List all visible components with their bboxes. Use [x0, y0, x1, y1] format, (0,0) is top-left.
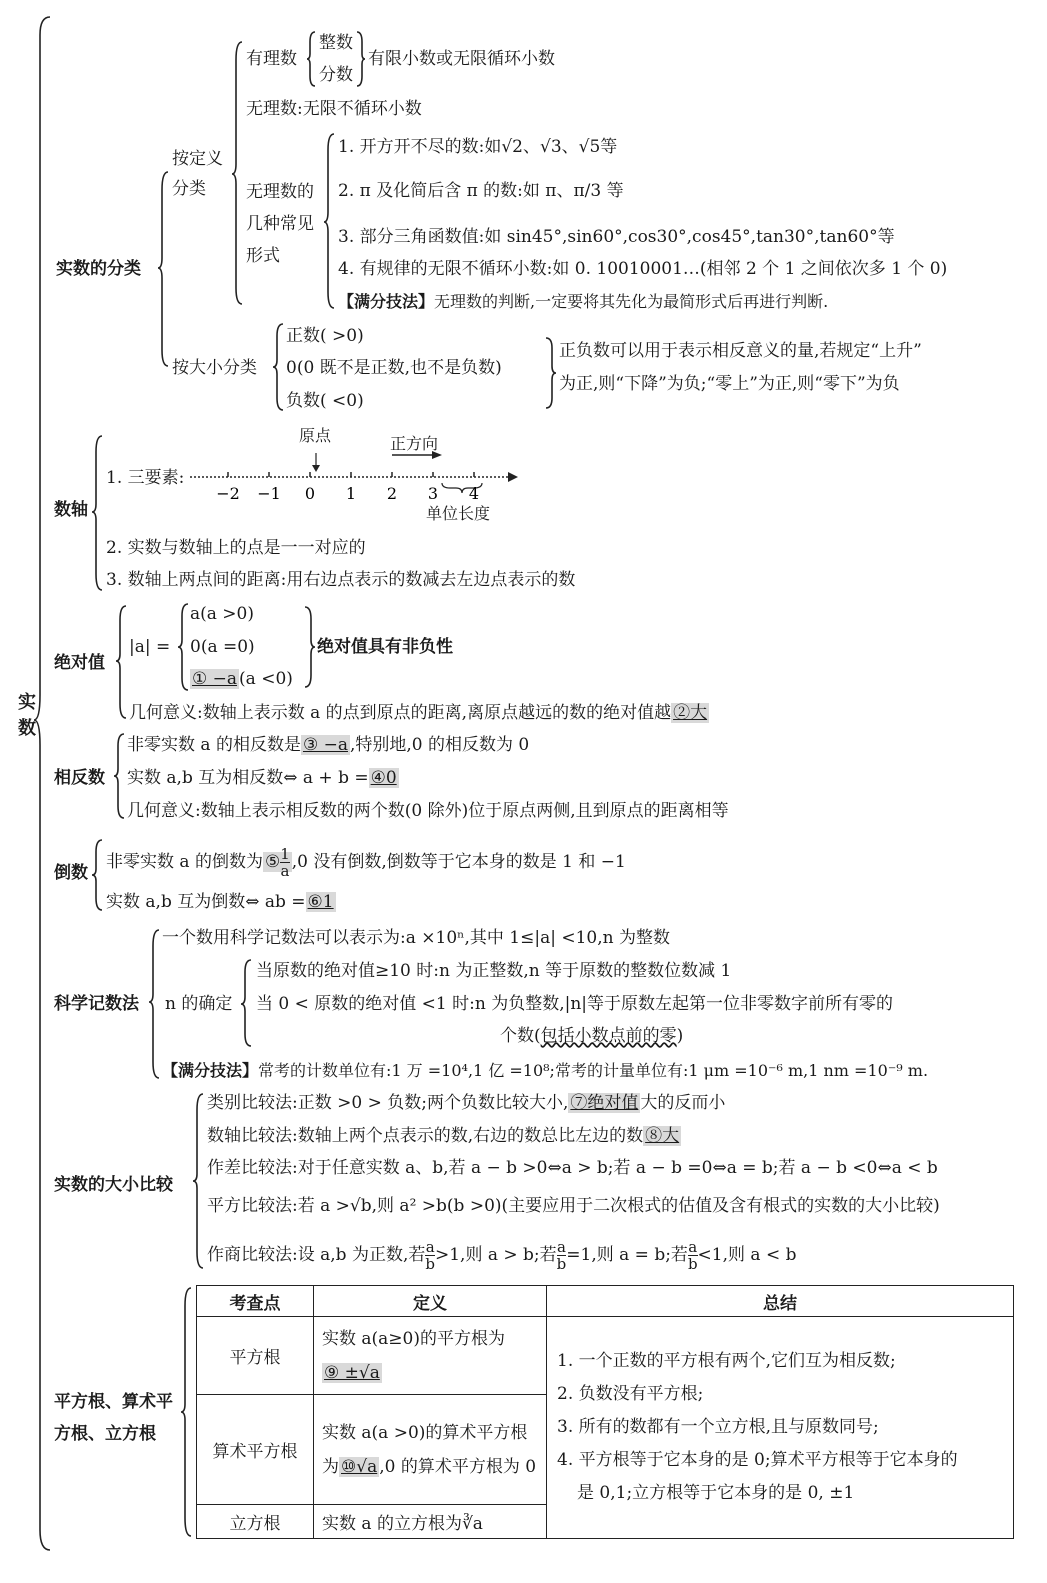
s7-m1	[207, 1092, 725, 1114]
s1-tip-text: 无理数的判断,一定要将其先化为最简形式后再进行判断.	[434, 292, 829, 311]
s5-line1-pre: 非零实数 a 的倒数为	[106, 852, 263, 872]
s7-frac-1-den: b	[425, 1255, 435, 1273]
s4-line2	[127, 767, 399, 789]
table-header-point: 考查点	[197, 1286, 314, 1317]
s7-blank-8: ⑧大	[645, 1126, 680, 1146]
table-cell-def	[314, 1395, 547, 1505]
table-header-def: 定义	[314, 1286, 547, 1317]
s1-size-brace	[273, 322, 285, 412]
s5-blank-5	[263, 845, 292, 880]
number-line-tick-label: −1	[257, 484, 281, 503]
s2-unit-label: 单位长度	[426, 504, 491, 523]
s7-frac-3-num: a	[688, 1238, 698, 1256]
s7-m1-post: 大的反而小	[640, 1093, 726, 1113]
def-text: 实数 a(a≥0)的平方根为	[322, 1328, 505, 1349]
number-line-tick-label: 1	[345, 484, 357, 503]
number-line-tick-label: −2	[216, 484, 240, 503]
s4-line3: 几何意义:数轴上表示相反数的两个数(0 除外)位于原点两侧,且到原点的距离相等	[127, 801, 729, 821]
s7-frac-2-den: b	[556, 1255, 567, 1273]
def-text: 实数 a(a >0)的算术平方根为	[322, 1422, 528, 1477]
s3-case3	[190, 668, 293, 690]
s1-rational-desc: 有限小数或无限循环小数	[368, 49, 555, 69]
s3-case-brace	[178, 602, 190, 692]
s3-case1: a(a >0)	[190, 604, 254, 624]
s6-n-label: n 的确定	[165, 994, 233, 1014]
s7-m3: 作差比较法:对于任意实数 a、b,若 a − b >0⇔a > b;若 a − b =0⇔a = b;若 a − b <0⇔a < b	[207, 1158, 938, 1178]
s3-blank-2: ②大	[673, 703, 708, 723]
s1-def-brace	[232, 40, 244, 308]
s8-title: 平方根、算术平方根、立方根	[54, 1392, 173, 1444]
s7-m5	[207, 1239, 796, 1272]
number-line-tick-label: 3	[427, 484, 439, 503]
number-line-tick-label: 2	[386, 484, 398, 503]
table-cell-summary	[547, 1317, 1014, 1539]
summary-item-3: 3. 所有的数都有一个立方根,且与原数同号;	[557, 1417, 879, 1437]
s3-brace	[116, 604, 128, 720]
s1-integer: 整数	[319, 33, 353, 53]
s3-geo	[129, 702, 709, 724]
s1-form-2: 2. π 及化简后含 π 的数:如 π、π/3 等	[338, 181, 624, 201]
table-cell-point: 算术平方根	[197, 1395, 314, 1505]
root-brace	[34, 15, 54, 1555]
s3-lhs: |a| =	[129, 637, 171, 657]
s6-tip-tag: 【满分技法】	[162, 1061, 259, 1080]
s1-positive: 正数( >0)	[286, 326, 364, 346]
s7-m5-a: >1,则 a > b;若	[434, 1245, 557, 1265]
s5-line1	[106, 846, 626, 879]
s7-frac-3-den: b	[687, 1255, 698, 1273]
s1-size-note-1: 正负数可以用于表示相反意义的量,若规定“上升”	[559, 341, 922, 361]
s7-m5-pre: 作商比较法:设 a,b 为正数,若	[207, 1245, 426, 1265]
s7-m5-c: <1,则 a < b	[697, 1245, 797, 1265]
s5-frac-num: 1	[280, 845, 290, 863]
s3-case2: 0(a =0)	[190, 637, 255, 657]
def-text-post: ,0 的算术平方根为 0	[379, 1456, 537, 1477]
s7-m5-b: =1,则 a = b;若	[566, 1245, 688, 1265]
s8-brace	[181, 1286, 193, 1538]
s4-blank-4: ④0	[370, 768, 397, 788]
table-header-summary: 总结	[547, 1286, 1014, 1317]
s6-n2b	[500, 1025, 683, 1047]
s7-blank-7: ⑦绝对值	[570, 1093, 639, 1113]
s5-blank-num: ⑤	[264, 852, 281, 872]
s7-frac-2-num: a	[556, 1238, 566, 1256]
summary-item-4b: 是 0,1;立方根等于它本身的是 0, ±1	[577, 1483, 855, 1503]
s1-size-close	[545, 336, 557, 410]
table-cell-point: 平方根	[197, 1317, 314, 1395]
s7-title: 实数的大小比较	[54, 1175, 173, 1195]
number-line-tick-label: 4	[468, 484, 480, 503]
s7-m2	[207, 1125, 681, 1147]
s1-rational: 有理数	[246, 49, 297, 69]
summary-item-2: 2. 负数没有平方根;	[557, 1384, 704, 1404]
root-label: 实数	[18, 692, 36, 739]
table-header-row	[197, 1286, 1014, 1317]
s6-n-brace	[241, 958, 253, 1050]
s1-forms-label: 无理数的几种常见形式	[246, 182, 314, 266]
s2-item2: 2. 实数与数轴上的点是一一对应的	[106, 538, 366, 558]
s3-case3-cond: (a <0)	[239, 669, 293, 689]
s7-brace	[193, 1092, 205, 1270]
s1-form-3: 3. 部分三角函数值:如 sin45°,sin60°,cos30°,cos45°,tan30°,tan60°等	[338, 227, 895, 247]
s7-m2-pre: 数轴比较法:数轴上两个点表示的数,右边的数总比左边的数	[207, 1126, 644, 1146]
s7-frac-2	[557, 1239, 567, 1272]
s8-blank-9: ⑨ ±√a	[324, 1362, 380, 1383]
s1-zero: 0(0 既不是正数,也不是负数)	[286, 358, 502, 378]
table-cell-def: 实数 a 的立方根为∛a	[314, 1505, 547, 1539]
s1-negative: 负数( <0)	[286, 391, 364, 411]
table-cell-def	[314, 1317, 547, 1395]
s5-title: 倒数	[54, 863, 88, 883]
s6-n2b-emph: 包括小数点前的零	[540, 1026, 677, 1046]
s1-rational-close	[356, 30, 366, 88]
summary-item-4: 4. 平方根等于它本身的是 0;算术平方根等于它本身的	[557, 1450, 958, 1470]
s4-line1-pre: 非零实数 a 的相反数是	[127, 735, 301, 755]
s1-form-4: 4. 有规律的无限不循环小数:如 0. 10010001…(相邻 2 个 1 之间依次多 1 个 0)	[338, 259, 948, 279]
s7-m1-pre: 类别比较法:正数 >0 > 负数;两个负数比较大小,	[207, 1093, 569, 1113]
s6-n2: 当 0 < 原数的绝对值 <1 时:n 为负整数,|n|等于原数左起第一位非零数字前所有零的	[256, 994, 894, 1014]
s6-n1: 当原数的绝对值≥10 时:n 为正整数,n 等于原数的整数位数减 1	[256, 961, 732, 981]
s1-forms-brace	[324, 132, 336, 312]
s6-brace	[149, 928, 161, 1080]
table-row	[197, 1317, 1014, 1395]
s2-direction-label: 正方向	[390, 434, 439, 453]
number-line-tick-label: 0	[304, 484, 316, 503]
s1-tip	[338, 291, 828, 313]
s7-m4: 平方比较法:若 a >√b,则 a² >b(b >0)(主要应用于二次根式的估值及含有根式的实数的大小比较)	[207, 1196, 940, 1216]
s3-property: 绝对值具有非负性	[317, 637, 453, 657]
s2-item3: 3. 数轴上两点间的距离:用右边点表示的数减去左边点表示的数	[106, 570, 576, 590]
s1-by-def: 按定义分类	[172, 149, 223, 199]
s4-line1	[127, 734, 529, 756]
s3-case-close	[304, 605, 316, 689]
s6-tip	[162, 1060, 928, 1082]
s5-line2	[106, 891, 336, 913]
s8-blank-10: ⑩√a	[341, 1456, 378, 1477]
s6-title: 科学记数法	[54, 994, 139, 1014]
s7-frac-1	[425, 1239, 435, 1272]
s5-brace	[92, 838, 104, 914]
s1-title: 实数的分类	[56, 259, 141, 279]
summary-item-1: 1. 一个正数的平方根有两个,它们互为相反数;	[557, 1351, 896, 1371]
s1-by-size: 按大小分类	[172, 358, 257, 378]
s3-blank-1: ① −a	[192, 669, 238, 689]
s1-irrational: 无理数:无限不循环小数	[246, 99, 422, 119]
s1-size-note-2: 为正,则“下降”为负;“零上”为正,则“零下”为负	[559, 374, 900, 394]
s1-form-1: 1. 开方开不尽的数:如√2、√3、√5等	[338, 137, 618, 157]
s4-line2-pre: 实数 a,b 互为相反数⇔ a + b =	[127, 768, 369, 788]
s2-origin-label: 原点	[299, 426, 332, 445]
s6-tip-text: 常考的计数单位有:1 万 =10⁴,1 亿 =10⁸;常考的计量单位有:1 μm =10⁻⁶ m,1 nm =10⁻⁹ m.	[258, 1061, 929, 1080]
s5-line2-pre: 实数 a,b 互为倒数⇔ ab =	[106, 892, 306, 912]
s6-n2b-post: )	[676, 1026, 684, 1046]
s5-fraction	[280, 846, 290, 879]
s7-frac-1-num: a	[425, 1238, 435, 1256]
s4-line1-post: ,特别地,0 的相反数为 0	[349, 735, 530, 755]
s1-brace	[158, 170, 170, 370]
s2-item1: 1. 三要素:	[106, 468, 185, 488]
s5-line1-post: ,0 没有倒数,倒数等于它本身的数是 1 和 −1	[291, 852, 626, 872]
s1-tip-tag: 【满分技法】	[338, 292, 435, 311]
s4-title: 相反数	[54, 768, 105, 788]
s5-blank-6: ⑥1	[307, 892, 334, 912]
s4-blank-3: ③ −a	[302, 735, 348, 755]
root-table	[196, 1285, 1014, 1539]
s6-n2b-pre: 个数(	[500, 1026, 541, 1046]
table-cell-point: 立方根	[197, 1505, 314, 1539]
s2-brace	[92, 434, 104, 592]
s1-rational-brace	[307, 30, 317, 88]
s4-brace	[114, 732, 126, 820]
s6-line1: 一个数用科学记数法可以表示为:a ×10ⁿ,其中 1≤|a| <10,n 为整数	[162, 928, 670, 948]
s3-title: 绝对值	[54, 653, 105, 673]
s3-geo-text: 几何意义:数轴上表示数 a 的点到原点的距离,离原点越远的数的绝对值越	[129, 703, 672, 723]
s2-title: 数轴	[54, 500, 88, 520]
s7-frac-3	[688, 1239, 698, 1272]
s1-fraction: 分数	[319, 65, 353, 85]
s5-frac-den: a	[280, 862, 290, 880]
